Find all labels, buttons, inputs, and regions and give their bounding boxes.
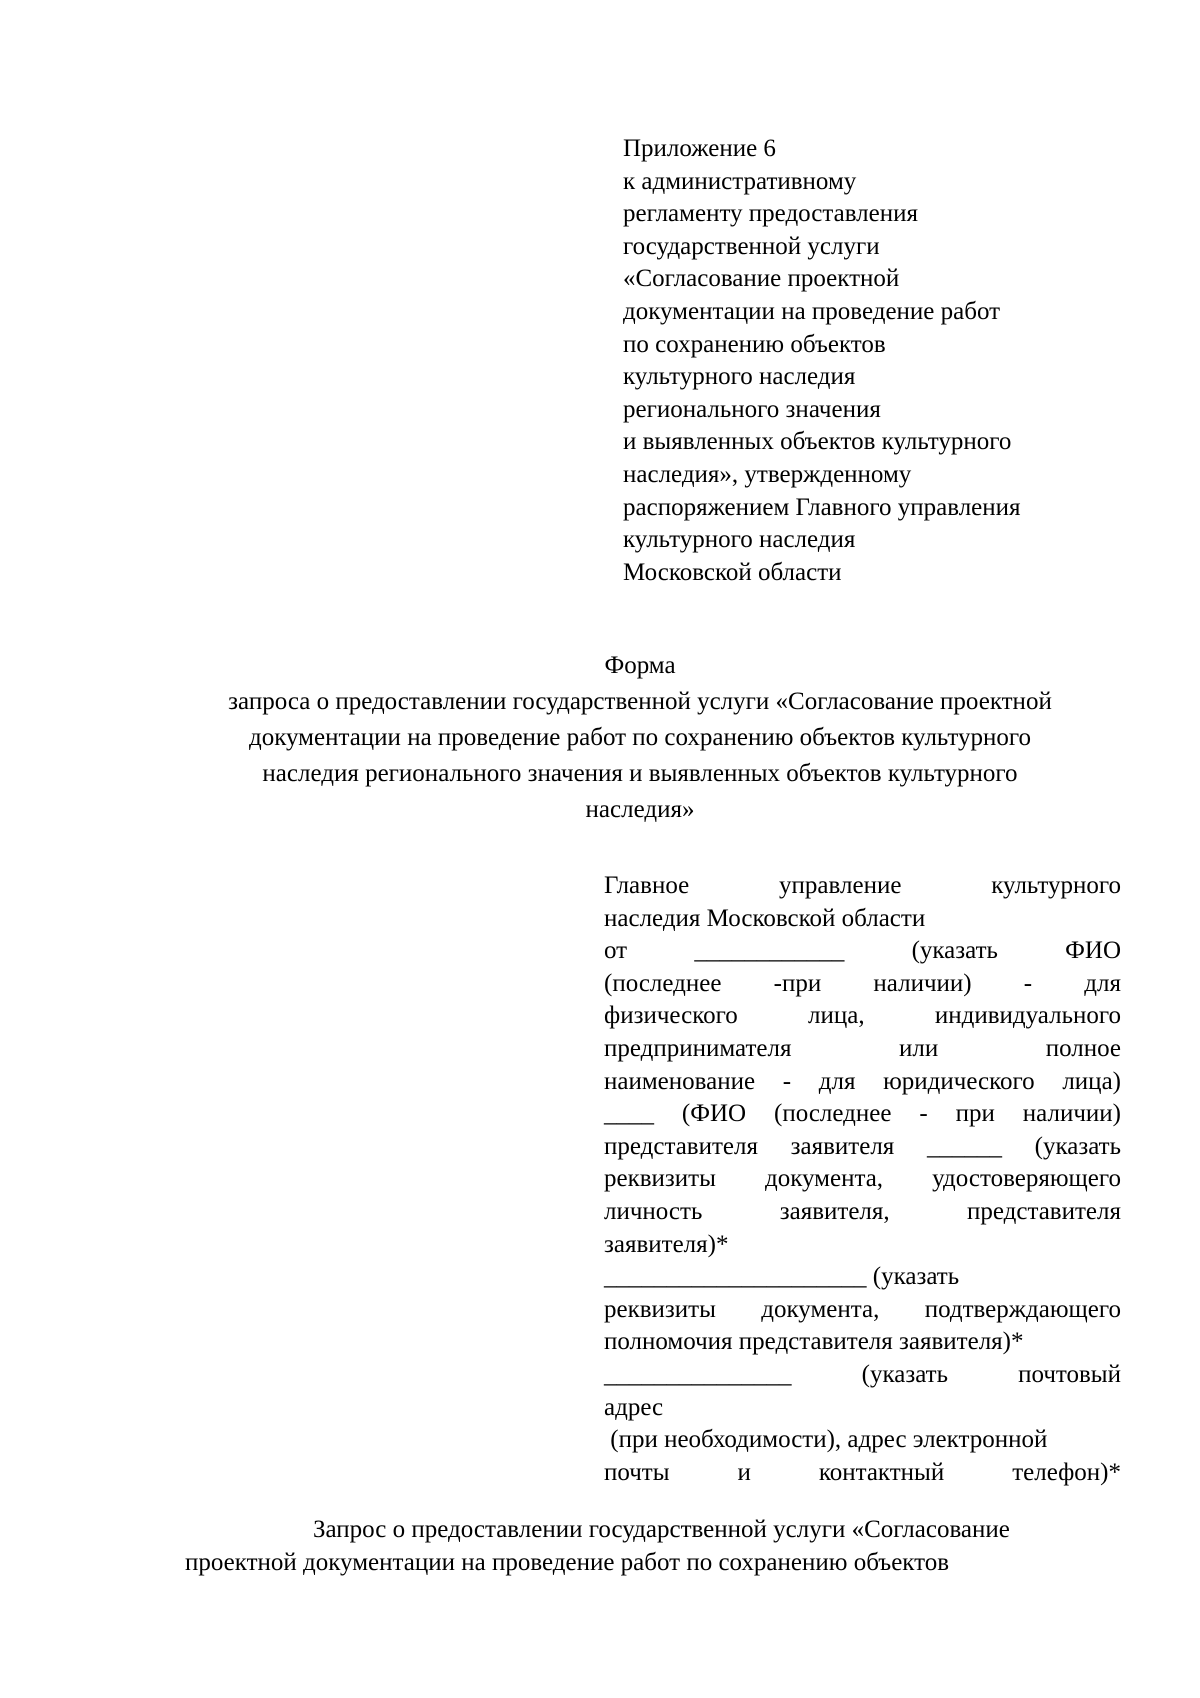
form-title-line: наследия» [585,796,695,823]
appendix-line: культурного наследия [623,363,856,391]
addressee-line: почты и контактный телефон)* [604,1458,1121,1486]
appendix-line: регламенту предоставления [623,200,919,228]
addressee-line: личность заявителя, представителя [604,1197,1121,1225]
appendix-line: «Согласование проектной [623,265,900,293]
addressee-line: (при необходимости), адрес электронной [604,1426,1048,1454]
addressee-line: от ____________ (указать ФИО [604,937,1121,965]
addressee-line: физического лица, индивидуального [604,1002,1121,1030]
addressee-line: ____ (ФИО (последнее - при наличии) [604,1100,1121,1128]
addressee-line: (последнее -при наличии) - для [604,969,1121,997]
form-title [160,648,1120,828]
addressee-line: реквизиты документа, удостоверяющего [604,1165,1121,1193]
form-title-line: наследия регионального значения и выявленных объектов культурного [262,760,1018,787]
form-title-line: документации на проведение работ по сохранению объектов культурного [249,724,1031,751]
appendix-line: по сохранению объектов [623,330,886,358]
addressee-line: Главное управление культурного [604,872,1121,899]
appendix-line: и выявленных объектов культурного [623,428,1012,456]
addressee-line: заявителя)* [604,1230,729,1258]
appendix-line: Московской области [623,558,842,586]
appendix-line: документации на проведение работ [623,297,1001,325]
appendix-line: регионального значения [623,395,881,423]
request-title [185,1513,1115,1579]
addressee-line: представителя заявителя ______ (указать [604,1132,1121,1160]
form-title-line: запроса о предоставлении государственной услуги «Согласование проектной [228,688,1052,715]
appendix-line: распоряжением Главного управления [623,493,1021,521]
addressee-line: адрес [604,1393,664,1421]
appendix-line: наследия», утвержденному [623,460,912,488]
appendix-line: к административному [623,167,857,195]
form-title-line: Форма [604,652,676,679]
addressee-line: наименование - для юридического лица) [604,1067,1121,1095]
request-title-line: Запрос о предоставлении государственной услуги «Согласование [313,1516,1010,1543]
appendix-line: культурного наследия [623,526,856,554]
addressee-line: полномочия представителя заявителя)* [604,1328,1024,1356]
request-title-line: проектной документации на проведение работ по сохранению объектов [185,1549,950,1576]
appendix-line: Приложение 6 [623,135,776,162]
addressee-line: реквизиты документа, подтверждающего [604,1295,1121,1323]
appendix-header [623,133,1123,589]
addressee-line: _______________ (указать почтовый [604,1360,1121,1388]
addressee-line: наследия Московской области [604,904,926,932]
addressee-block [604,870,1121,1489]
appendix-line: государственной услуги [623,232,880,260]
addressee-line: _____________________ (указать [604,1263,960,1291]
addressee-line: предпринимателя или полное [604,1034,1121,1062]
